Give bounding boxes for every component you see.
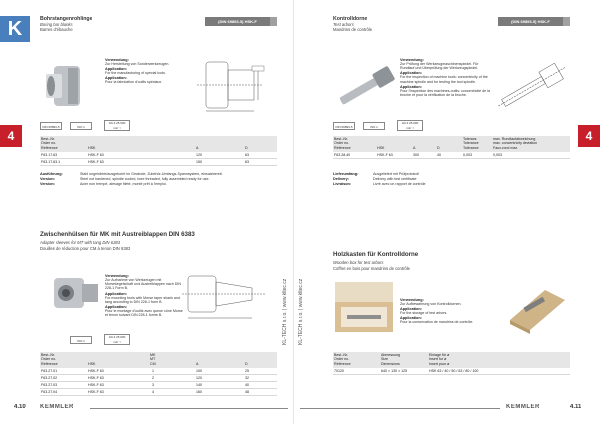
table-row[interactable]: 70120 640 × 130 × 125 HSK 63 / 40 / 50 / 63 / 80 / 100 bbox=[333, 368, 570, 375]
info-box-iso: ISO 1 bbox=[363, 122, 385, 130]
info-box-iso: ISO 1 bbox=[70, 336, 92, 344]
section-title-de: Kontrolldorne bbox=[333, 16, 368, 22]
adapter-sleeve-drawing bbox=[180, 268, 270, 328]
section-title-de: Bohrstangenrohlinge bbox=[40, 16, 93, 22]
table-row[interactable]: F63.27.04 HSK-F 63 4 160 48 bbox=[40, 389, 277, 396]
table-row[interactable]: F63.17.63 HSK-F 63 120 63 bbox=[40, 152, 277, 159]
section-title-fr: Douilles de réduction pour CM à tenon DIN 6383 bbox=[40, 246, 131, 251]
table-row[interactable]: F63.27.01 HSK-F 63 1 100 25 bbox=[40, 368, 277, 375]
description-block: Verwendung: Zur Prüfung der Werkzeugmaschinenspindel. Für Rundlauf und Überprüfung der Werkzeugspindel. Application: For the inspection of machine tools: concentricity of the machine spindle and for testing the tool spindle. Application: Pour l'inspection des machines-outils: concentricité de la broche et pour la vérification de la broche. bbox=[400, 58, 490, 98]
table-header: Best.-Nr. Order no. Référence HSK A D bbox=[40, 136, 277, 152]
info-box-din: DIN 69893-5 bbox=[333, 122, 355, 130]
section-title-de: Zwischenhülsen für MK mit Austreiblappen DIN 6383 bbox=[40, 231, 195, 238]
table-row[interactable]: F63.17.63.1 HSK-F 63 150 63 bbox=[40, 159, 277, 166]
badge-tail bbox=[563, 17, 570, 26]
section-title-en: Wooden box for test arbors bbox=[333, 260, 384, 265]
description-block: Verwendung: Zur Aufnahme von Werkzeugen mit Morsekegelschaft und Austreiblappen nach DIN 228-1 Form B. Application: For mounting tools with Morse taper shank and tang according to DIN 228-1 form B. Application: Pour le montage d'outils avec queue cône Morse et tenon suivant DIN 228-1 forme B. bbox=[105, 274, 183, 318]
footer-rule bbox=[300, 408, 500, 409]
section-title-en: Adapter sleeves for MT with tang DIN 6383 bbox=[40, 240, 121, 245]
boring-bar-image bbox=[38, 58, 93, 113]
brand-name: KEMMLER bbox=[40, 404, 74, 410]
test-arbor-image bbox=[333, 56, 403, 116]
badge-tail bbox=[270, 17, 277, 26]
info-box-balance: G6.3 25.000 min⁻¹ bbox=[104, 334, 130, 345]
description-block: Verwendung: Zur Aufbewahrung von Kontrolldornen. Application: For the storage of test arbors. Application: Pour la conservation de mandrins de contrôle. bbox=[400, 298, 474, 324]
notes-block: Ausführung: Stahl ungehärtet/ausgebohrt im Gewinde, Zubehör-Umfangs-Spannsystem, einsatzbereit. Version: Steel not hardened, spindle cooled, bore threaded, fully assembled ready for use. Version: Acier non trempé, alésage fileté, monté prêt à l'emploi. bbox=[40, 172, 223, 186]
info-box-iso: ISO 1 bbox=[70, 122, 92, 130]
table-row[interactable]: F63.27.03 HSK-F 63 3 140 40 bbox=[40, 382, 277, 389]
brand-name: KEMMLER bbox=[506, 404, 540, 410]
page-number: 4.11 bbox=[570, 404, 582, 410]
info-box-din: DIN 69893-5 bbox=[40, 122, 62, 130]
section-title-fr: Mandrins de contrôle bbox=[333, 27, 373, 32]
table-header: Best.-Nr. Order no. Référence HSK MK MT CM A D bbox=[40, 352, 277, 368]
test-arbor-drawing bbox=[493, 56, 573, 116]
section-title-fr: Coffret en bois pour mandrins de contrôle bbox=[333, 266, 410, 271]
section-title-en: Boring bar blanks bbox=[40, 22, 73, 27]
info-box-balance: G6.3 25.000 min⁻¹ bbox=[104, 120, 130, 131]
spine-text: KL-TECH s.r.o. | www.kltec.cz bbox=[282, 278, 288, 345]
table-header: Best.-Nr. Order no. Référence Abmessung Size Dimensions Einlage für ø Insert for ø Insert pour ø bbox=[333, 352, 570, 368]
chapter-tab-left[interactable]: 4 bbox=[0, 125, 22, 147]
page-number: 4.10 bbox=[14, 404, 26, 410]
description-block: Verwendung: Zur Herstellung von Sonderwerkzeugen. Application: For the manufacturing of special tools. Application: Pour la fabrication d'outils spéciaux. bbox=[105, 58, 170, 84]
table-header: Best.-Nr. Order no. Référence HSK A D Toleranz Tolerance Tolérance max. Rundlaufabweichung max. concentricity deviation Faux-rond max. bbox=[333, 136, 570, 152]
footer-rule bbox=[90, 408, 288, 409]
din-badge: (DIN 69893-5) HSK-F bbox=[498, 17, 563, 26]
section-title-de: Holzkasten für Kontrolldorne bbox=[333, 251, 419, 258]
table-row[interactable]: F63.28.40 HSK-F 63 300 40 0,003 0,003 bbox=[333, 152, 570, 159]
section-title-en: Test arbors bbox=[333, 22, 354, 27]
page-spine bbox=[293, 0, 294, 424]
section-title-fr: Barres d'ébauche bbox=[40, 27, 73, 32]
kemmler-logo: K bbox=[0, 16, 30, 42]
wooden-box-closed-image bbox=[505, 280, 570, 335]
info-box-balance: G6.3 25.000 min⁻¹ bbox=[397, 120, 423, 131]
chapter-tab-right[interactable]: 4 bbox=[578, 125, 600, 147]
table-row[interactable]: F63.27.02 HSK-F 63 2 120 32 bbox=[40, 375, 277, 382]
notes-block: Lieferumfang: Ausgeliefert mit Prüfprotokoll Delivery: Delivery with test certificate Livraison: Livré avec un rapport de contrôle bbox=[333, 172, 426, 186]
adapter-sleeve-image bbox=[48, 268, 103, 318]
din-badge: (DIN 69893-5) HSK-F bbox=[205, 17, 270, 26]
spine-text: KL-TECH s.r.o. | www.kltec.cz bbox=[298, 278, 304, 345]
wooden-box-open-image bbox=[333, 280, 395, 335]
boring-bar-drawing bbox=[192, 56, 267, 116]
